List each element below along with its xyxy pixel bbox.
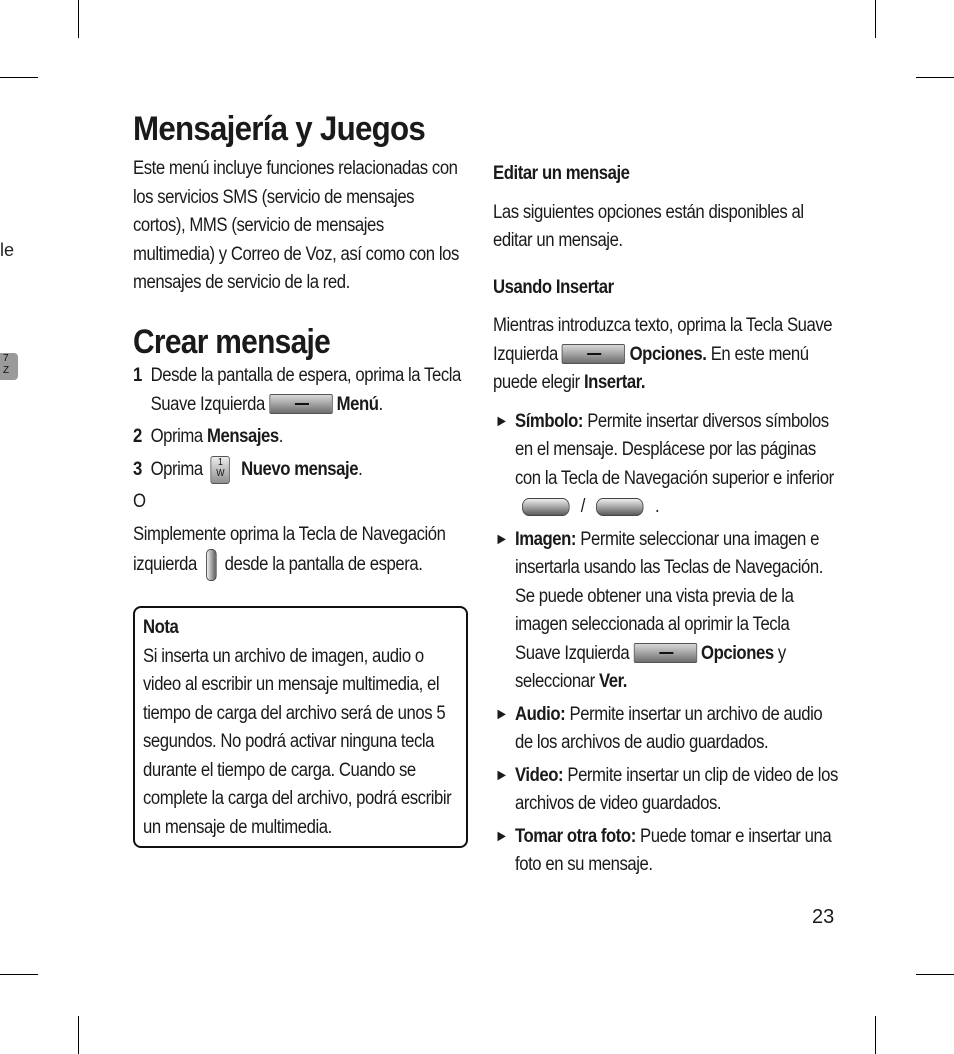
insert-label: Insertar. <box>583 372 646 393</box>
or-text: O <box>133 491 146 513</box>
key-7z-icon: 7 Z <box>0 353 18 380</box>
bullet-arrow-icon: ► <box>494 530 509 548</box>
crop-mark <box>0 77 38 78</box>
bullet-end: . <box>655 496 660 517</box>
insert-text-2: En este menú puede elegir <box>493 343 809 393</box>
bullet-video <box>493 762 838 819</box>
note-box <box>133 606 468 848</box>
insert-text: Mientras introduzca texto, oprima la Tecla Suave Izquierda <box>493 315 833 365</box>
bullet-title: Tomar otra foto: <box>515 825 636 847</box>
bullet-title: Audio: <box>515 703 566 725</box>
bullet-arrow-icon: ► <box>494 705 509 723</box>
adjacent-page-text-fragment: le <box>0 240 15 260</box>
bullet-take-photo <box>493 823 838 880</box>
right-column <box>493 160 838 884</box>
left-soft-key-icon <box>633 643 696 663</box>
right-body <box>493 160 838 880</box>
crop-mark <box>0 974 38 975</box>
options-label: Opciones <box>701 642 774 664</box>
key-1w-icon: 1 W <box>211 456 230 484</box>
intro-paragraph: Este menú incluye funciones relacionadas con los servicios SMS (servicio de mensajes cortos), MMS (servicio de mensajes multimedia) y Correo de Voz, así como con los mensajes de servicio de la red. <box>133 158 459 293</box>
step-3: 3 Oprima 1 W Nuevo mensaje. <box>133 456 467 485</box>
step-text: Oprima <box>150 458 203 480</box>
bullet-symbol <box>493 408 838 522</box>
shortcut-text-end: desde la pantalla de espera. <box>224 554 423 576</box>
step-text: Oprima <box>150 426 203 447</box>
left-soft-key-icon <box>269 394 332 414</box>
left-navigation-key-icon <box>206 549 217 581</box>
bullet-audio <box>493 701 838 758</box>
step-1: 1 Desde la pantalla de espera, oprima la Tecla Suave Izquierda Menú. <box>133 362 467 419</box>
bullet-text: Permite insertar un clip de video de los archivos de video guardados. <box>515 764 838 814</box>
bullet-title: Imagen: <box>515 528 577 550</box>
left-body <box>133 155 467 581</box>
bullet-arrow-icon: ► <box>494 827 509 845</box>
bullet-title: Video: <box>515 764 564 786</box>
crop-mark <box>78 0 79 38</box>
left-soft-key-icon <box>562 344 625 364</box>
note-content <box>143 614 464 842</box>
crop-mark <box>78 1016 79 1054</box>
menu-label: Menú <box>336 393 379 415</box>
bullet-text: Permite insertar un archivo de audio de los archivos de audio guardados. <box>515 703 823 753</box>
messages-label: Mensajes <box>206 426 279 447</box>
page-number: 23 <box>812 906 835 928</box>
insert-paragraph <box>493 312 838 398</box>
bullet-text-mid: y seleccionar <box>515 642 786 692</box>
step-number: 2 <box>133 426 142 447</box>
note-title: Nota <box>143 617 179 638</box>
heading-edit-message: Editar un mensaje <box>493 163 630 184</box>
crop-mark <box>916 974 954 975</box>
up-navigation-key-icon <box>522 498 570 516</box>
crop-mark <box>875 0 876 38</box>
step-number: 1 <box>133 365 142 386</box>
bullet-arrow-icon: ► <box>494 766 509 784</box>
crop-mark <box>916 77 954 78</box>
bullet-text: Puede tomar e insertar una foto en su mensaje. <box>515 825 832 875</box>
crop-mark <box>875 1016 876 1054</box>
page-title: Mensajería y Juegos <box>133 110 426 148</box>
bullet-image <box>493 526 838 697</box>
step-2: 2 Oprima Mensajes. <box>133 423 467 452</box>
shortcut-text: Simplemente oprima la Tecla de Navegación izquierda <box>133 523 446 576</box>
new-message-label: Nuevo mensaje <box>241 458 359 480</box>
bullet-arrow-icon: ► <box>494 412 509 430</box>
step-number: 3 <box>133 458 142 480</box>
options-label: Opciones. <box>629 343 707 365</box>
view-label: Ver. <box>598 671 627 692</box>
down-navigation-key-icon <box>596 498 644 516</box>
bullet-text: Permite seleccionar una imagen e insertarla usando las Teclas de Navegación. Se puede obtener una vista previa de la imagen seleccionada al oprimir la Tecla Suave Izquierda <box>515 528 823 664</box>
left-column <box>133 110 473 581</box>
bullet-text: Permite insertar diversos símbolos en el mensaje. Desplácese por las páginas con la Tecla de Navegación superior e inferior <box>515 410 834 489</box>
shortcut-paragraph <box>133 521 467 582</box>
note-text: Si inserta un archivo de imagen, audio o video al escribir un mensaje multimedia, el tiempo de carga del archivo será de unos 5 segundos. No podrá activar ninguna tecla durante el tiempo de carga. Cuando se complete la carga del archivo, podrá escribir un mensaje de multimedia. <box>143 645 452 838</box>
bullet-title: Símbolo: <box>515 410 584 432</box>
heading-using-insert: Usando Insertar <box>493 276 614 298</box>
step-text: Desde la pantalla de espera, oprima la Tecla Suave Izquierda <box>150 365 461 415</box>
edit-paragraph: Las siguientes opciones están disponibles al editar un mensaje. <box>493 201 804 251</box>
section-heading-create-message: Crear mensaje <box>133 322 331 361</box>
separator: / <box>580 496 586 517</box>
